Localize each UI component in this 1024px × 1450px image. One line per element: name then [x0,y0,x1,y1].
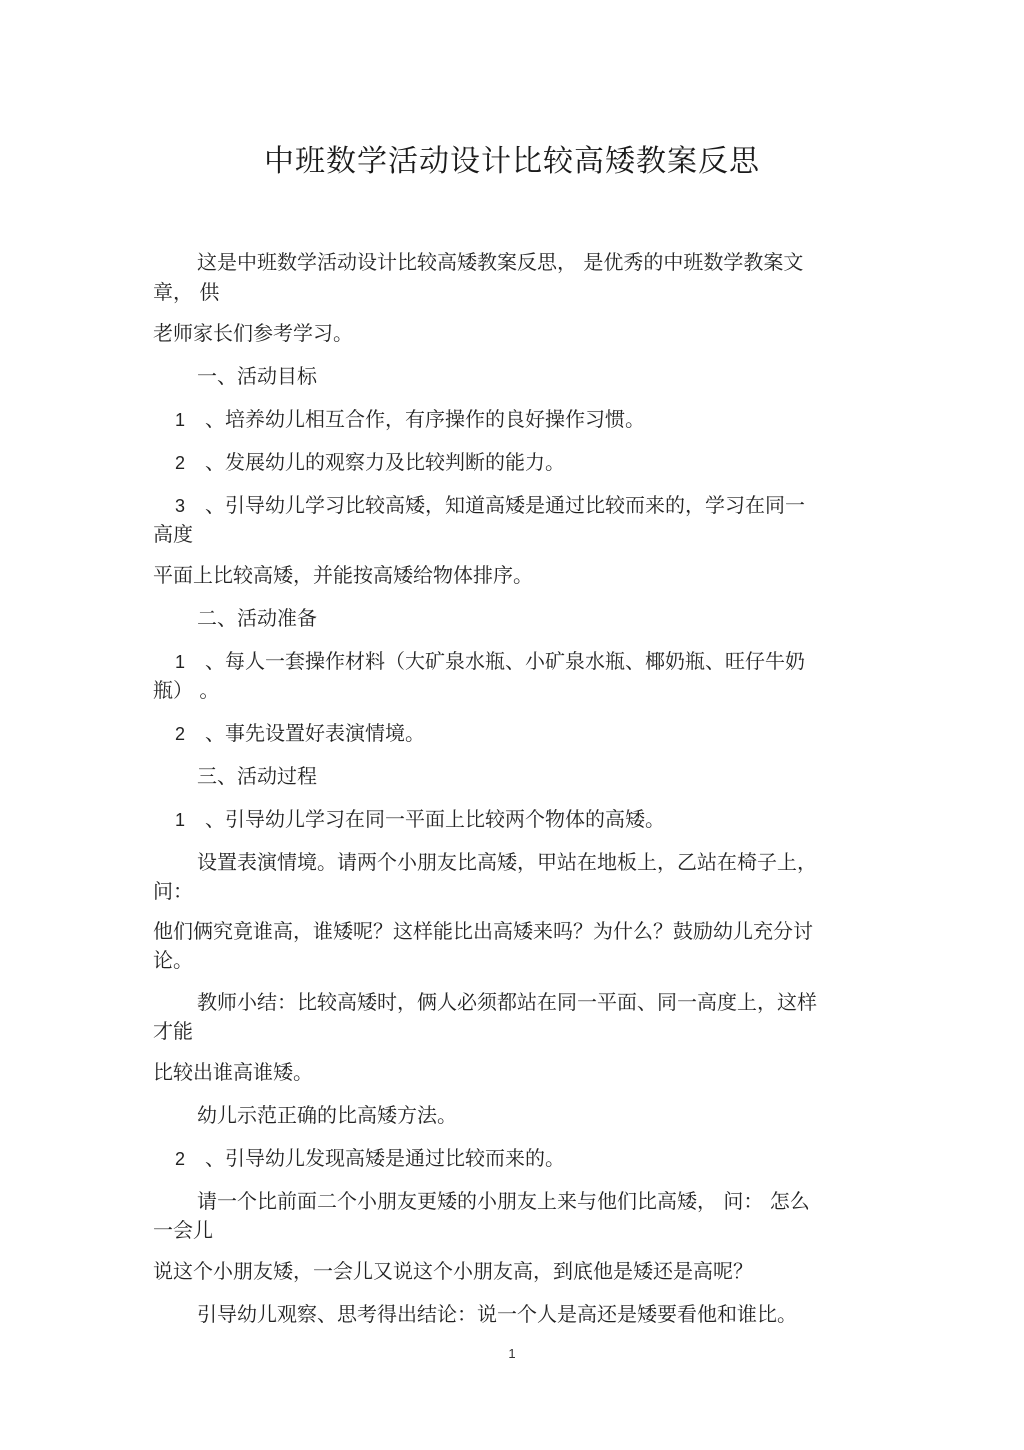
item-number: 2 [174,724,185,744]
text-line: 才能 [153,1019,193,1043]
text-line: 问： [153,879,193,903]
text-line: 一会儿 [153,1218,213,1242]
item-text: 、事先设置好表演情境。 [205,721,425,745]
item-number: 2 [174,453,185,473]
section-heading: 二、活动准备 [197,606,317,630]
item-text: 、发展幼儿的观察力及比较判断的能力。 [205,450,565,474]
text-line: 比较出谁高谁矮。 [153,1060,313,1084]
text-line: 章， 供 [153,280,220,304]
text-line: 论。 [153,948,193,972]
item-number: 1 [174,810,185,830]
text-line: 幼儿示范正确的比高矮方法。 [197,1103,457,1127]
item-text: 、每人一套操作材料（大矿泉水瓶、小矿泉水瓶、椰奶瓶、旺仔牛奶 [205,649,805,673]
section-heading: 三、活动过程 [197,764,317,788]
numbered-line [155,1143,565,1174]
item-number: 3 [174,496,185,516]
numbered-line [155,718,425,749]
item-text: 、培养幼儿相互合作，有序操作的良好操作习惯。 [205,407,645,431]
item-text: 、引导幼儿学习比较高矮，知道高矮是通过比较而来的，学习在同一 [205,493,805,517]
item-text: 、引导幼儿发现高矮是通过比较而来的。 [205,1146,565,1170]
text-line: 引导幼儿观察、思考得出结论：说一个人是高还是矮要看他和谁比。 [197,1302,797,1326]
text-line: 他们俩究竟谁高，谁矮呢？这样能比出高矮来吗？为什么？鼓励幼儿充分讨 [153,919,813,943]
text-line: 请一个比前面二个小朋友更矮的小朋友上来与他们比高矮， 问： 怎么 [197,1189,810,1213]
text-line: 瓶） 。 [153,678,220,702]
text-line: 这是中班数学活动设计比较高矮教案反思， 是优秀的中班数学教案文 [197,250,804,274]
item-number: 2 [174,1149,185,1169]
numbered-line [155,490,805,521]
item-number: 1 [174,410,185,430]
item-text: 、引导幼儿学习在同一平面上比较两个物体的高矮。 [205,807,665,831]
page-title: 中班数学活动设计比较高矮教案反思 [264,144,760,179]
text-line: 高度 [153,522,193,546]
text-line: 平面上比较高矮，并能按高矮给物体排序。 [153,563,533,587]
numbered-line [155,447,565,478]
text-line: 说这个小朋友矮，一会儿又说这个小朋友高，到底他是矮还是高呢？ [153,1259,753,1283]
text-line: 设置表演情境。请两个小朋友比高矮，甲站在地板上，乙站在椅子上， [197,850,817,874]
numbered-line [155,404,645,435]
text-line: 老师家长们参考学习。 [153,321,353,345]
section-heading: 一、活动目标 [197,364,317,388]
page-number: 1 [508,1346,516,1361]
numbered-line [155,646,805,677]
item-number: 1 [174,652,185,672]
text-line: 教师小结：比较高矮时，俩人必须都站在同一平面、同一高度上，这样 [197,990,817,1014]
numbered-line [155,804,665,835]
